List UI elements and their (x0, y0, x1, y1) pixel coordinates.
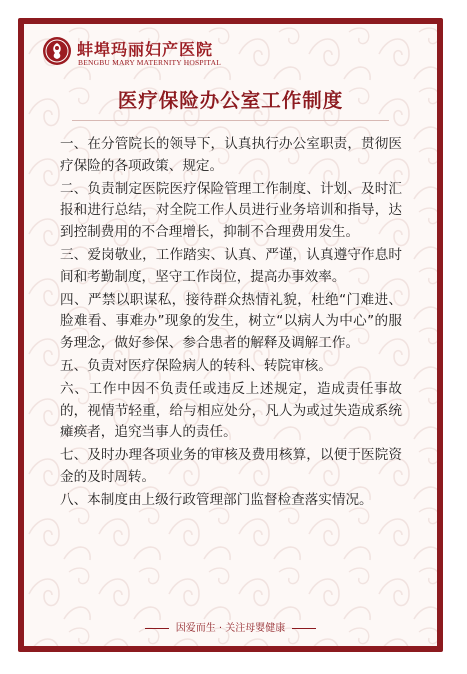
regulation-item: 三、爱岗敬业，工作踏实、认真、严谨，认真遵守作息时间和考勤制度，坚守工作岗位，提高办事效率。 (60, 246, 402, 285)
slogan-footer (24, 619, 437, 634)
poster-panel (24, 24, 437, 646)
footer-line-left (145, 628, 169, 629)
hospital-name: 蚌埠玛丽妇产医院 (77, 40, 214, 59)
hospital-logo-icon (42, 36, 72, 66)
regulation-item: 五、负责对医疗保险病人的转科、转院审核。 (60, 357, 332, 374)
regulation-item: 六、工作中因不负责任或违反上述规定，造成责任事故的，视情节轻重，给与相应处分，凡人为或过失造成系统瘫痪者，追究当事人的责任。 (60, 381, 402, 441)
title-divider (72, 120, 389, 121)
regulation-item: 二、负责制定医院医疗保险管理工作制度、计划、及时汇报和进行总结，对全院工作人员进行业务培训和指导，达到控制费用的不合理增长，抑制不合理费用发生。 (60, 180, 402, 240)
regulation-list (60, 134, 402, 513)
slogan-text: 因爱而生 · 关注母婴健康 (175, 623, 286, 634)
regulation-item: 四、严禁以职谋私，接待群众热情礼貌，杜绝“门难进、脸难看、事难办”现象的发生，树立“以病人为中心”的服务理念，做好参保、参合患者的解释及调解工作。 (60, 291, 402, 351)
regulation-item: 一、在分管院长的领导下，认真执行办公室职责，贯彻医疗保险的各项政策、规定。 (60, 136, 402, 174)
regulation-item: 八、本制度由上级行政管理部门监督检查落实情况。 (60, 492, 373, 508)
regulation-item: 七、及时办理各项业务的审核及费用核算，以便于医院资金的及时周转。 (60, 447, 402, 485)
page-title: 医疗保险办公室工作制度 (117, 89, 344, 112)
hospital-name-english: BENGBU MARY MATERNITY HOSPITAL (78, 58, 221, 67)
footer-line-right (292, 628, 316, 629)
